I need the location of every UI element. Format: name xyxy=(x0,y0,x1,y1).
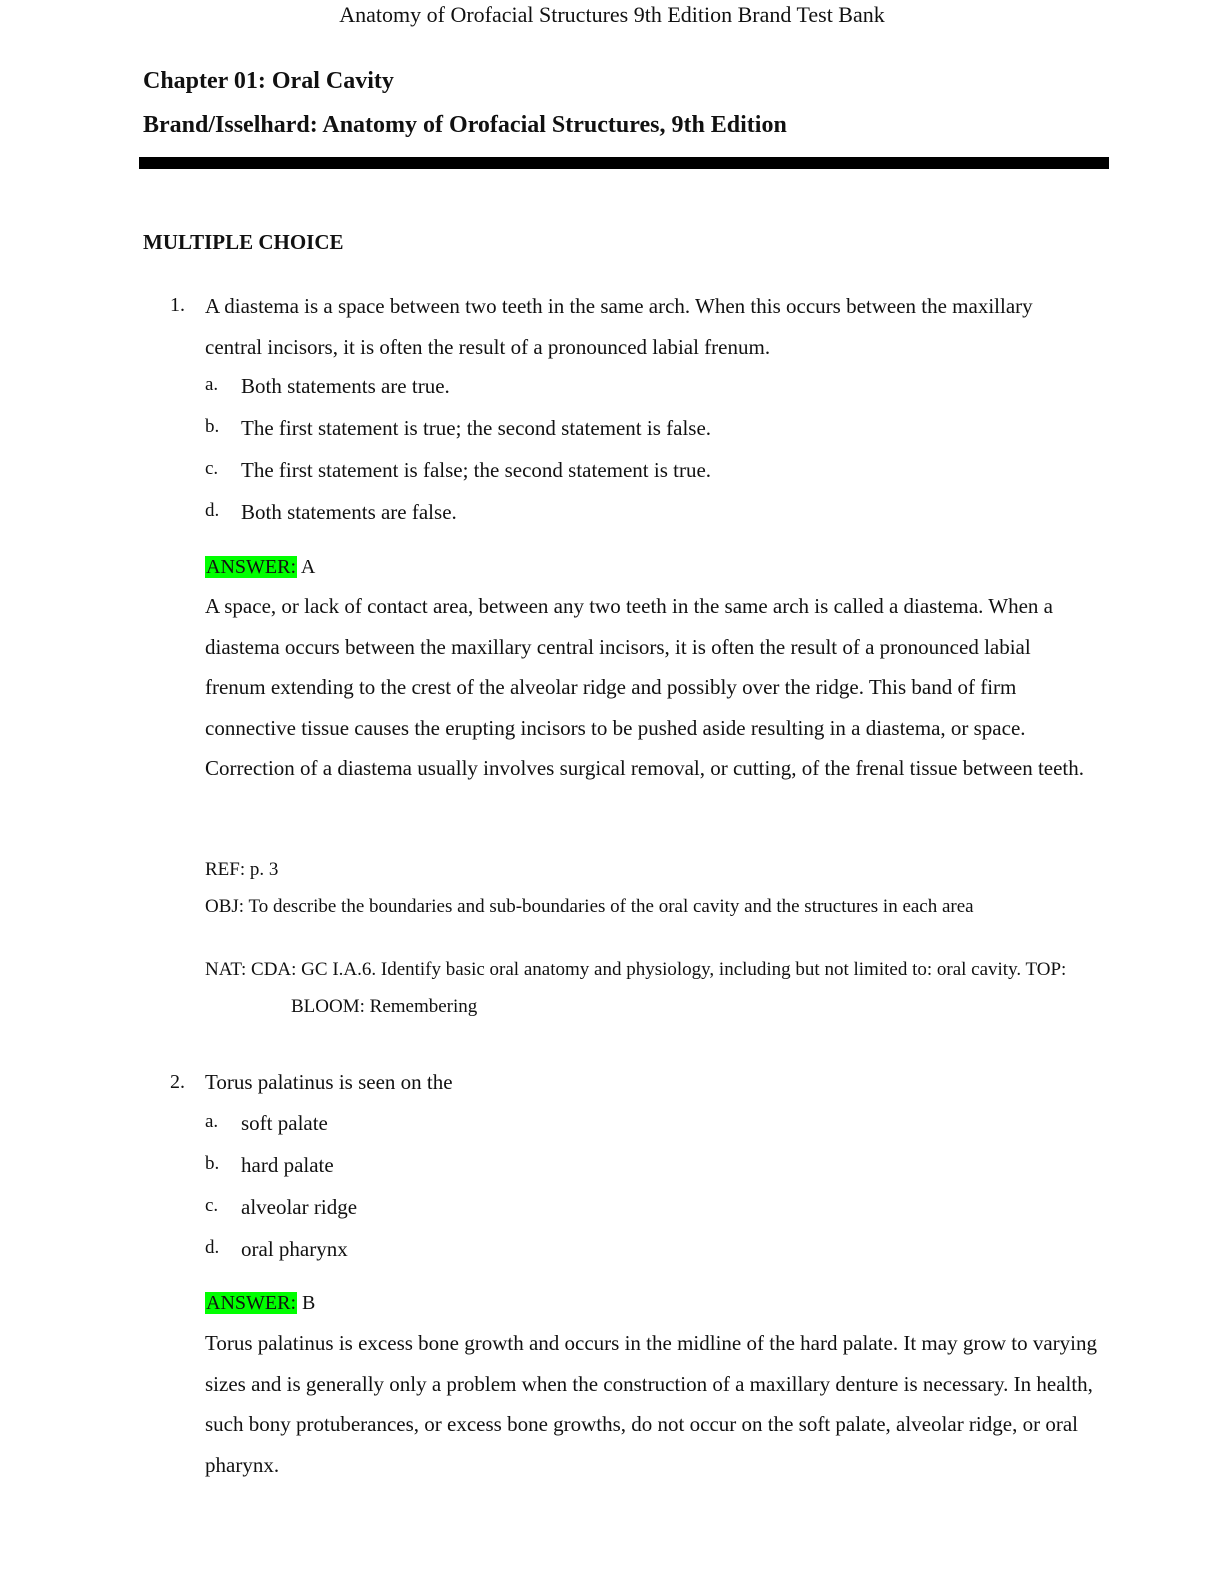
question-stem: A diastema is a space between two teeth in the same arch. When this occurs between the maxillary central incisors, it is often the result of a pronounced labial frenum. xyxy=(205,294,1033,359)
option-text: alveolar ridge xyxy=(241,1195,358,1219)
answer-line xyxy=(205,1292,315,1315)
bloom-level: BLOOM: Remembering xyxy=(291,996,478,1017)
objective: OBJ: To describe the boundaries and sub-boundaries of the oral cavity and the structures in each area xyxy=(205,896,974,917)
answer-value: A xyxy=(300,556,316,578)
question-number: 2. xyxy=(170,1071,185,1093)
question-stem: Torus palatinus is seen on the xyxy=(205,1070,453,1094)
reference: REF: p. 3 xyxy=(205,859,279,880)
option-letter: d. xyxy=(205,1237,220,1258)
question-number: 1. xyxy=(170,294,185,316)
option-text: hard palate xyxy=(241,1153,334,1177)
option-text: The first statement is false; the second statement is true. xyxy=(241,458,712,482)
answer-rationale: Torus palatinus is excess bone growth and occurs in the midline of the hard palate. It may grow to varying sizes and is generally only a problem when the construction of a maxillary denture is necessary. In health, such bony protuberances, or excess bone growths, do not occur on the soft palate, alveolar ridge, or oral pharynx. xyxy=(205,1331,1097,1477)
option-letter: a. xyxy=(205,374,219,395)
running-header: Anatomy of Orofacial Structures 9th Edition Brand Test Bank xyxy=(339,2,885,27)
option-letter: d. xyxy=(205,500,220,521)
answer-line xyxy=(205,556,315,579)
option-text: Both statements are true. xyxy=(241,374,450,398)
option-text: oral pharynx xyxy=(241,1237,348,1261)
option-text: soft palate xyxy=(241,1111,328,1135)
option-letter: b. xyxy=(205,1153,220,1174)
answer-rationale: A space, or lack of contact area, between any two teeth in the same arch is called a diastema. When a diastema occurs between the maxillary central incisors, it is often the result of a pronounced labial frenum extending to the crest of the alveolar ridge and possibly over the ridge. This band of firm connective tissue causes the erupting incisors to be pushed aside resulting in a diastema, or space. Correction of a diastema usually involves surgical removal, or cutting, of the frenal tissue between teeth. xyxy=(205,594,1085,780)
answer-label: ANSWER: xyxy=(206,556,296,578)
option-letter: b. xyxy=(205,416,220,437)
option-text: The first statement is true; the second statement is false. xyxy=(241,416,712,440)
section-heading: MULTIPLE CHOICE xyxy=(143,230,344,254)
book-title: Brand/Isselhard: Anatomy of Orofacial Structures, 9th Edition xyxy=(143,112,787,138)
header-divider xyxy=(139,157,1109,169)
option-letter: c. xyxy=(205,458,219,479)
answer-label: ANSWER: xyxy=(206,1292,296,1314)
nat-metadata xyxy=(205,951,1075,1025)
option-letter: c. xyxy=(205,1195,219,1216)
chapter-title: Chapter 01: Oral Cavity xyxy=(143,68,394,94)
option-letter: a. xyxy=(205,1111,219,1132)
nat-text: NAT: CDA: GC I.A.6. Identify basic oral anatomy and physiology, including but not limited to: oral cavity. TOP: xyxy=(205,959,1067,980)
answer-value: B xyxy=(302,1292,316,1314)
option-text: Both statements are false. xyxy=(241,500,457,524)
